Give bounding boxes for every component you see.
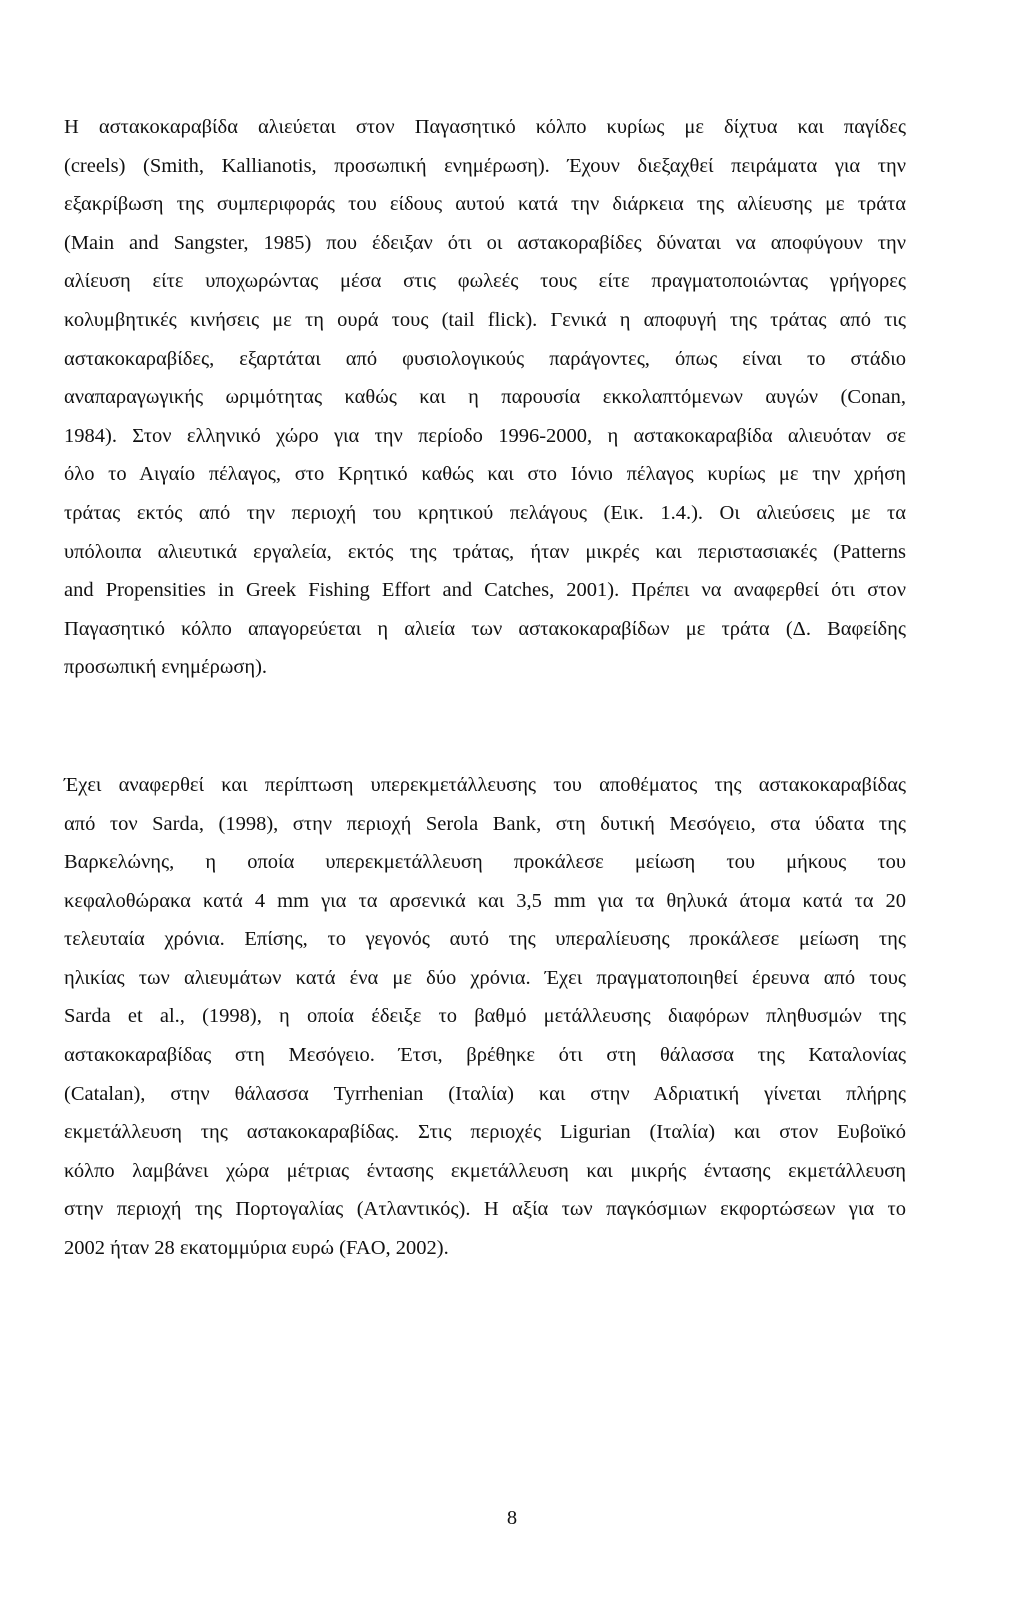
text-line: 1984). Στον ελληνικό χώρο για την περίοδο 1996-2000, η αστακοκαραβίδα αλιευόταν σε (64, 424, 906, 447)
text-line: στην περιοχή της Πορτογαλίας (Ατλαντικός). Η αξία των παγκόσμιων εκφορτώσεων για το (64, 1198, 906, 1221)
text-line: 2002 ήταν 28 εκατομμύρια ευρώ (FAO, 2002). (64, 1237, 449, 1260)
text-line: Παγασητικό κόλπο απαγορεύεται η αλιεία των αστακοκαραβίδων με τράτα (Δ. Βαφείδης (64, 617, 906, 640)
text-line: υπόλοιπα αλιευτικά εργαλεία, εκτός της τράτας, ήταν μικρές και περιστασιακές (Patterns (64, 540, 906, 563)
paragraph-1 (64, 108, 906, 687)
page-number: 8 (506, 1507, 518, 1529)
text-line: εξακρίβωση της συμπεριφοράς του είδους αυτού κατά την διάρκεια της αλίευσης με τράτα (64, 193, 906, 216)
text-line: Sarda et al., (1998), η οποία έδειξε το βαθμό μετάλλευσης διαφόρων πληθυσμών της (64, 1005, 906, 1028)
text-line: τράτας εκτός από την περιοχή του κρητικού πελάγους (Εικ. 1.4.). Οι αλιεύσεις με τα (64, 501, 906, 524)
text-line: εκμετάλλευση της αστακοκαραβίδας. Στις περιοχές Ligurian (Ιταλία) και στον Ευβοϊκό (64, 1121, 906, 1144)
text-line: Η αστακοκαραβίδα αλιεύεται στον Παγασητικό κόλπο κυρίως με δίχτυα και παγίδες (64, 116, 906, 138)
paragraph-spacer (64, 687, 906, 766)
text-line: ηλικίας των αλιευμάτων κατά ένα με δύο χρόνια. Έχει πραγματοποιηθεί έρευνα από τους (64, 966, 906, 989)
text-line: κολυμβητικές κινήσεις με τη ουρά τους (tail flick). Γενικά η αποφυγή της τράτας από τις (64, 308, 906, 331)
text-line: and Propensities in Greek Fishing Effort and Catches, 2001). Πρέπει να αναφερθεί ότι στον (64, 579, 906, 602)
text-line: (creels) (Smith, Kallianotis, προσωπική ενημέρωση). Έχουν διεξαχθεί πειράματα για την (64, 154, 906, 177)
text-line: Βαρκελώνης, η οποία υπερεκμετάλλευση προκάλεσε μείωση του μήκους του (64, 851, 906, 874)
text-line: αλίευση είτε υποχωρώντας μέσα στις φωλεές τους είτε πραγματοποιώντας γρήγορες (64, 270, 906, 293)
document-body (64, 108, 906, 1268)
text-line: (Catalan), στην θάλασσα Tyrrhenian (Ιταλία) και στην Αδριατική γίνεται πλήρης (64, 1082, 906, 1105)
text-line: από τον Sarda, (1998), στην περιοχή Serola Bank, στη δυτική Μεσόγειο, στα ύδατα της (64, 812, 906, 835)
text-line: όλο το Αιγαίο πέλαγος, στο Κρητικό καθώς και στο Ιόνιο πέλαγος κυρίως με την χρήση (64, 463, 906, 486)
text-line: αστακοκαραβίδας στη Μεσόγειο. Έτσι, βρέθηκε ότι στη θάλασσα της Καταλονίας (64, 1044, 906, 1067)
text-line: κόλπο λαμβάνει χώρα μέτριας έντασης εκμετάλλευση και μικρής έντασης εκμετάλλευση (64, 1159, 906, 1182)
text-line: αναπαραγωγικής ωριμότητας καθώς και η παρουσία εκκολαπτόμενων αυγών (Conan, (64, 386, 906, 409)
paragraph-2 (64, 766, 906, 1268)
text-line: τελευταία χρόνια. Επίσης, το γεγονός αυτό της υπεραλίευσης προκάλεσε μείωση της (64, 928, 906, 951)
text-line: αστακοκαραβίδες, εξαρτάται από φυσιολογικούς παράγοντες, όπως είναι το στάδιο (64, 347, 906, 370)
text-line: κεφαλοθώρακα κατά 4 mm για τα αρσενικά και 3,5 mm για τα θηλυκά άτομα κατά τα 20 (64, 889, 906, 912)
text-line: (Main and Sangster, 1985) που έδειξαν ότι οι αστακοραβίδες δύναται να αποφύγουν την (64, 231, 906, 254)
text-line: προσωπική ενημέρωση). (64, 656, 268, 679)
text-line: Έχει αναφερθεί και περίπτωση υπερεκμετάλλευσης του αποθέματος της αστακοκαραβίδας (64, 773, 906, 796)
